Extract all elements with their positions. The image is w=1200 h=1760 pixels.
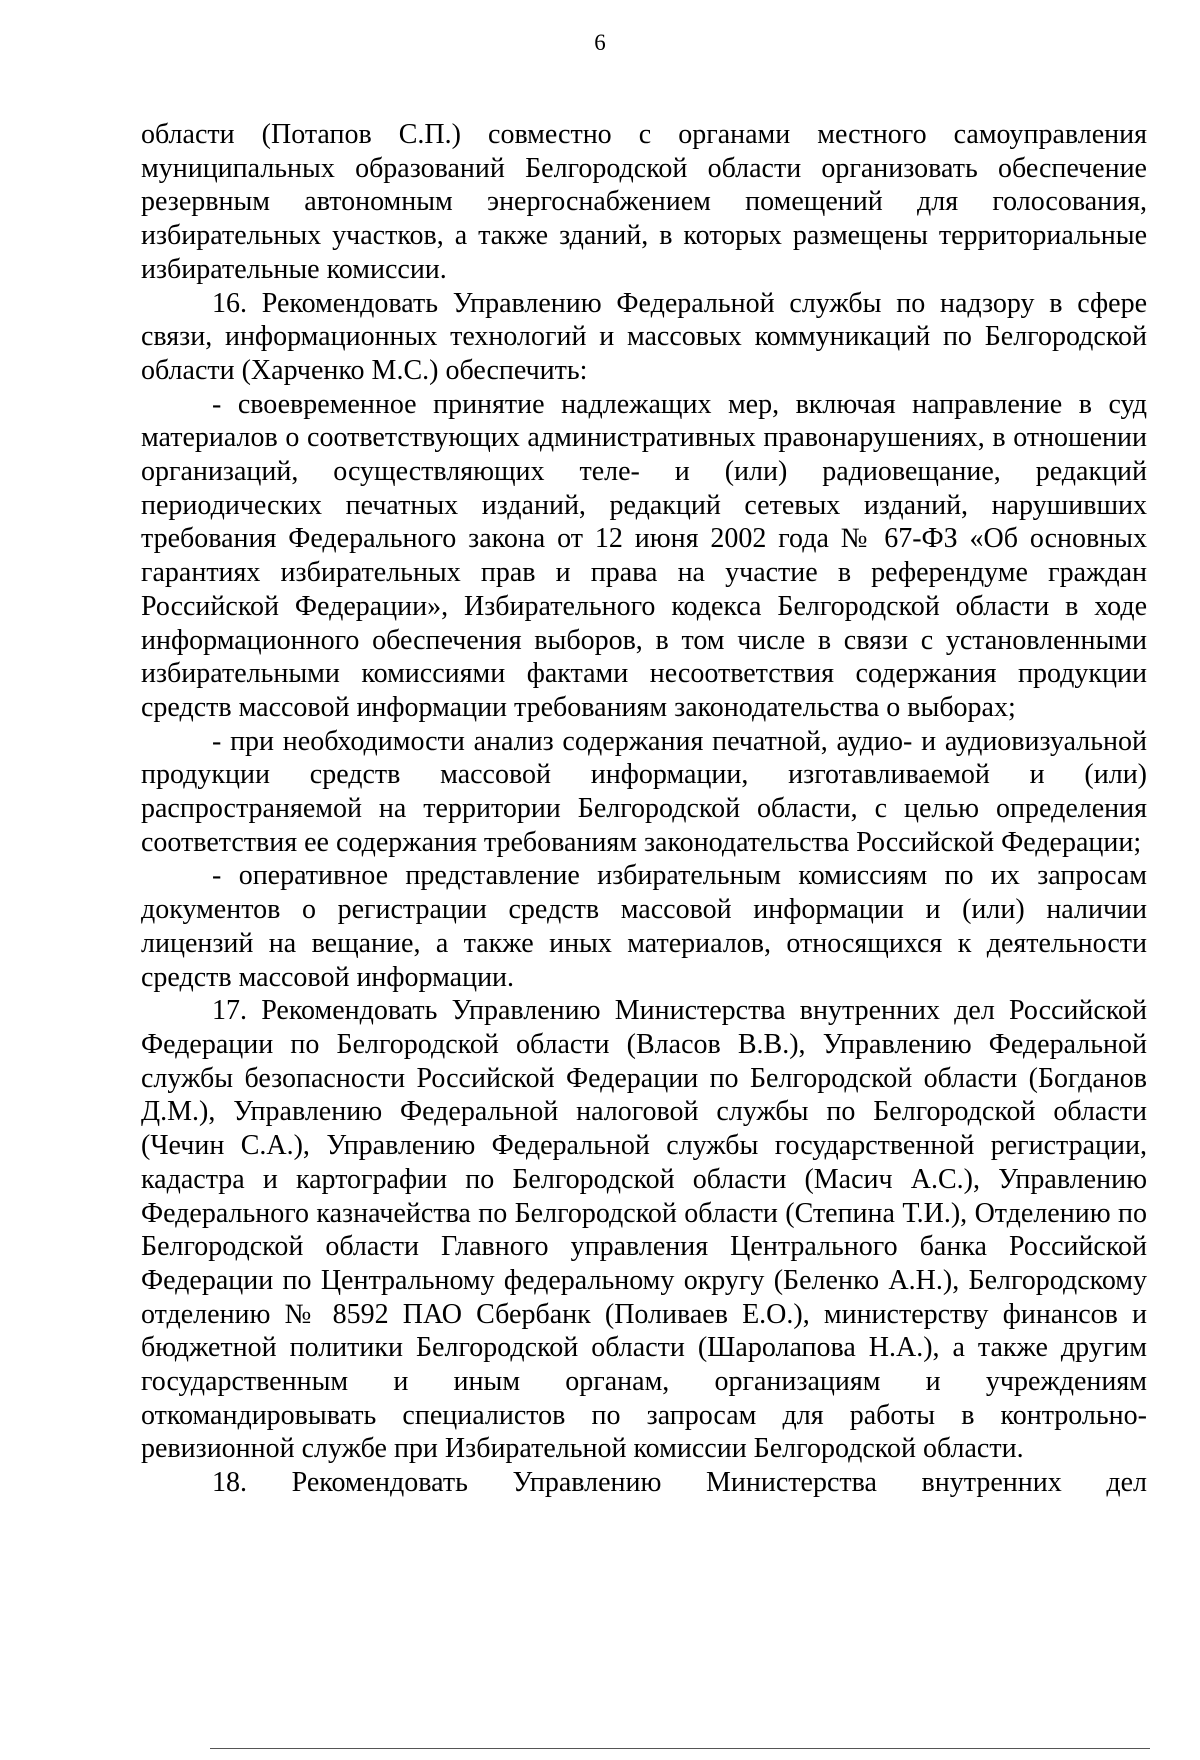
paragraph-18: 18. Рекомендовать Управлению Министерства внутренних дел — [212, 1467, 1147, 1499]
document-body — [141, 118, 1147, 1500]
page-number: 6 — [594, 30, 606, 55]
paragraph-16-item-2: - при необходимости анализ содержания печатной, аудио- и аудиовизуальной продукции средств массовой информации, изготавливаемой и (или) распространяемой на территории Белгородской области, с целью определения соответствия ее содержания требованиям законодательства Российской Федерации; — [141, 725, 1147, 858]
paragraph-16: 16. Рекомендовать Управлению Федеральной службы по надзору в сфере связи, информационных технологий и массовых коммуникаций по Белгородской области (Харченко М.С.) обеспечить: — [141, 287, 1147, 386]
paragraph-16-item-1: - своевременное принятие надлежащих мер, включая направление в суд материалов о соответствующих административных правонарушениях, в отношении организаций, осуществляющих теле- и (или) радиовещание, редакций периодических печатных изданий, редакций сетевых изданий, нарушивших требования Федерального закона от 12 июня 2002 года № 67-ФЗ «Об основных гарантиях избирательных прав и права на участие в референдуме граждан Российской Федерации», Избирательного кодекса Белгородской области в ходе информационного обеспечения выборов, в том числе в связи с установленными избирательными комиссиями фактами несоответствия содержания продукции средств массовой информации требованиям законодательства о выборах; — [141, 388, 1147, 723]
paragraph-17: 17. Рекомендовать Управлению Министерства внутренних дел Российской Федерации по Белгородской области (Власов В.В.), Управлению Федеральной службы безопасности Российской Федерации по Белгородской области (Богданов Д.М.), Управлению Федеральной налоговой службы по Белгородской области (Чечин С.А.), Управлению Федеральной службы государственной регистрации, кадастра и картографии по Белгородской области (Масич А.С.), Управлению Федерального казначейства по Белгородской области (Степина Т.И.), Отделению по Белгородской области Главного управления Центрального банка Российской Федерации по Центральному федеральному округу (Беленко А.Н.), Белгородскому отделению № 8592 ПАО Сбербанк (Поливаев Е.О.), министерству финансов и бюджетной политики Белгородской области (Шаролапова Н.А.), а также другим государственным и иным органам, организациям и учреждениям откомандировывать специалистов по запросам для работы в контрольно-ревизионной службе при Избирательной комиссии Белгородской области. — [141, 995, 1147, 1465]
paragraph-15-continuation: области (Потапов С.П.) совместно с органами местного самоуправления муниципальных образований Белгородской области организовать обеспечение резервным автономным энергоснабжением помещений для голосования, избирательных участков, а также зданий, в которых размещены территориальные избирательные комиссии. — [141, 119, 1147, 285]
bottom-rule — [210, 1748, 1150, 1749]
paragraph-16-item-3: - оперативное представление избирательным комиссиям по их запросам документов о регистрации средств массовой информации и (или) наличии лицензий на вещание, а также иных материалов, относящихся к деятельности средств массовой информации. — [141, 860, 1147, 993]
